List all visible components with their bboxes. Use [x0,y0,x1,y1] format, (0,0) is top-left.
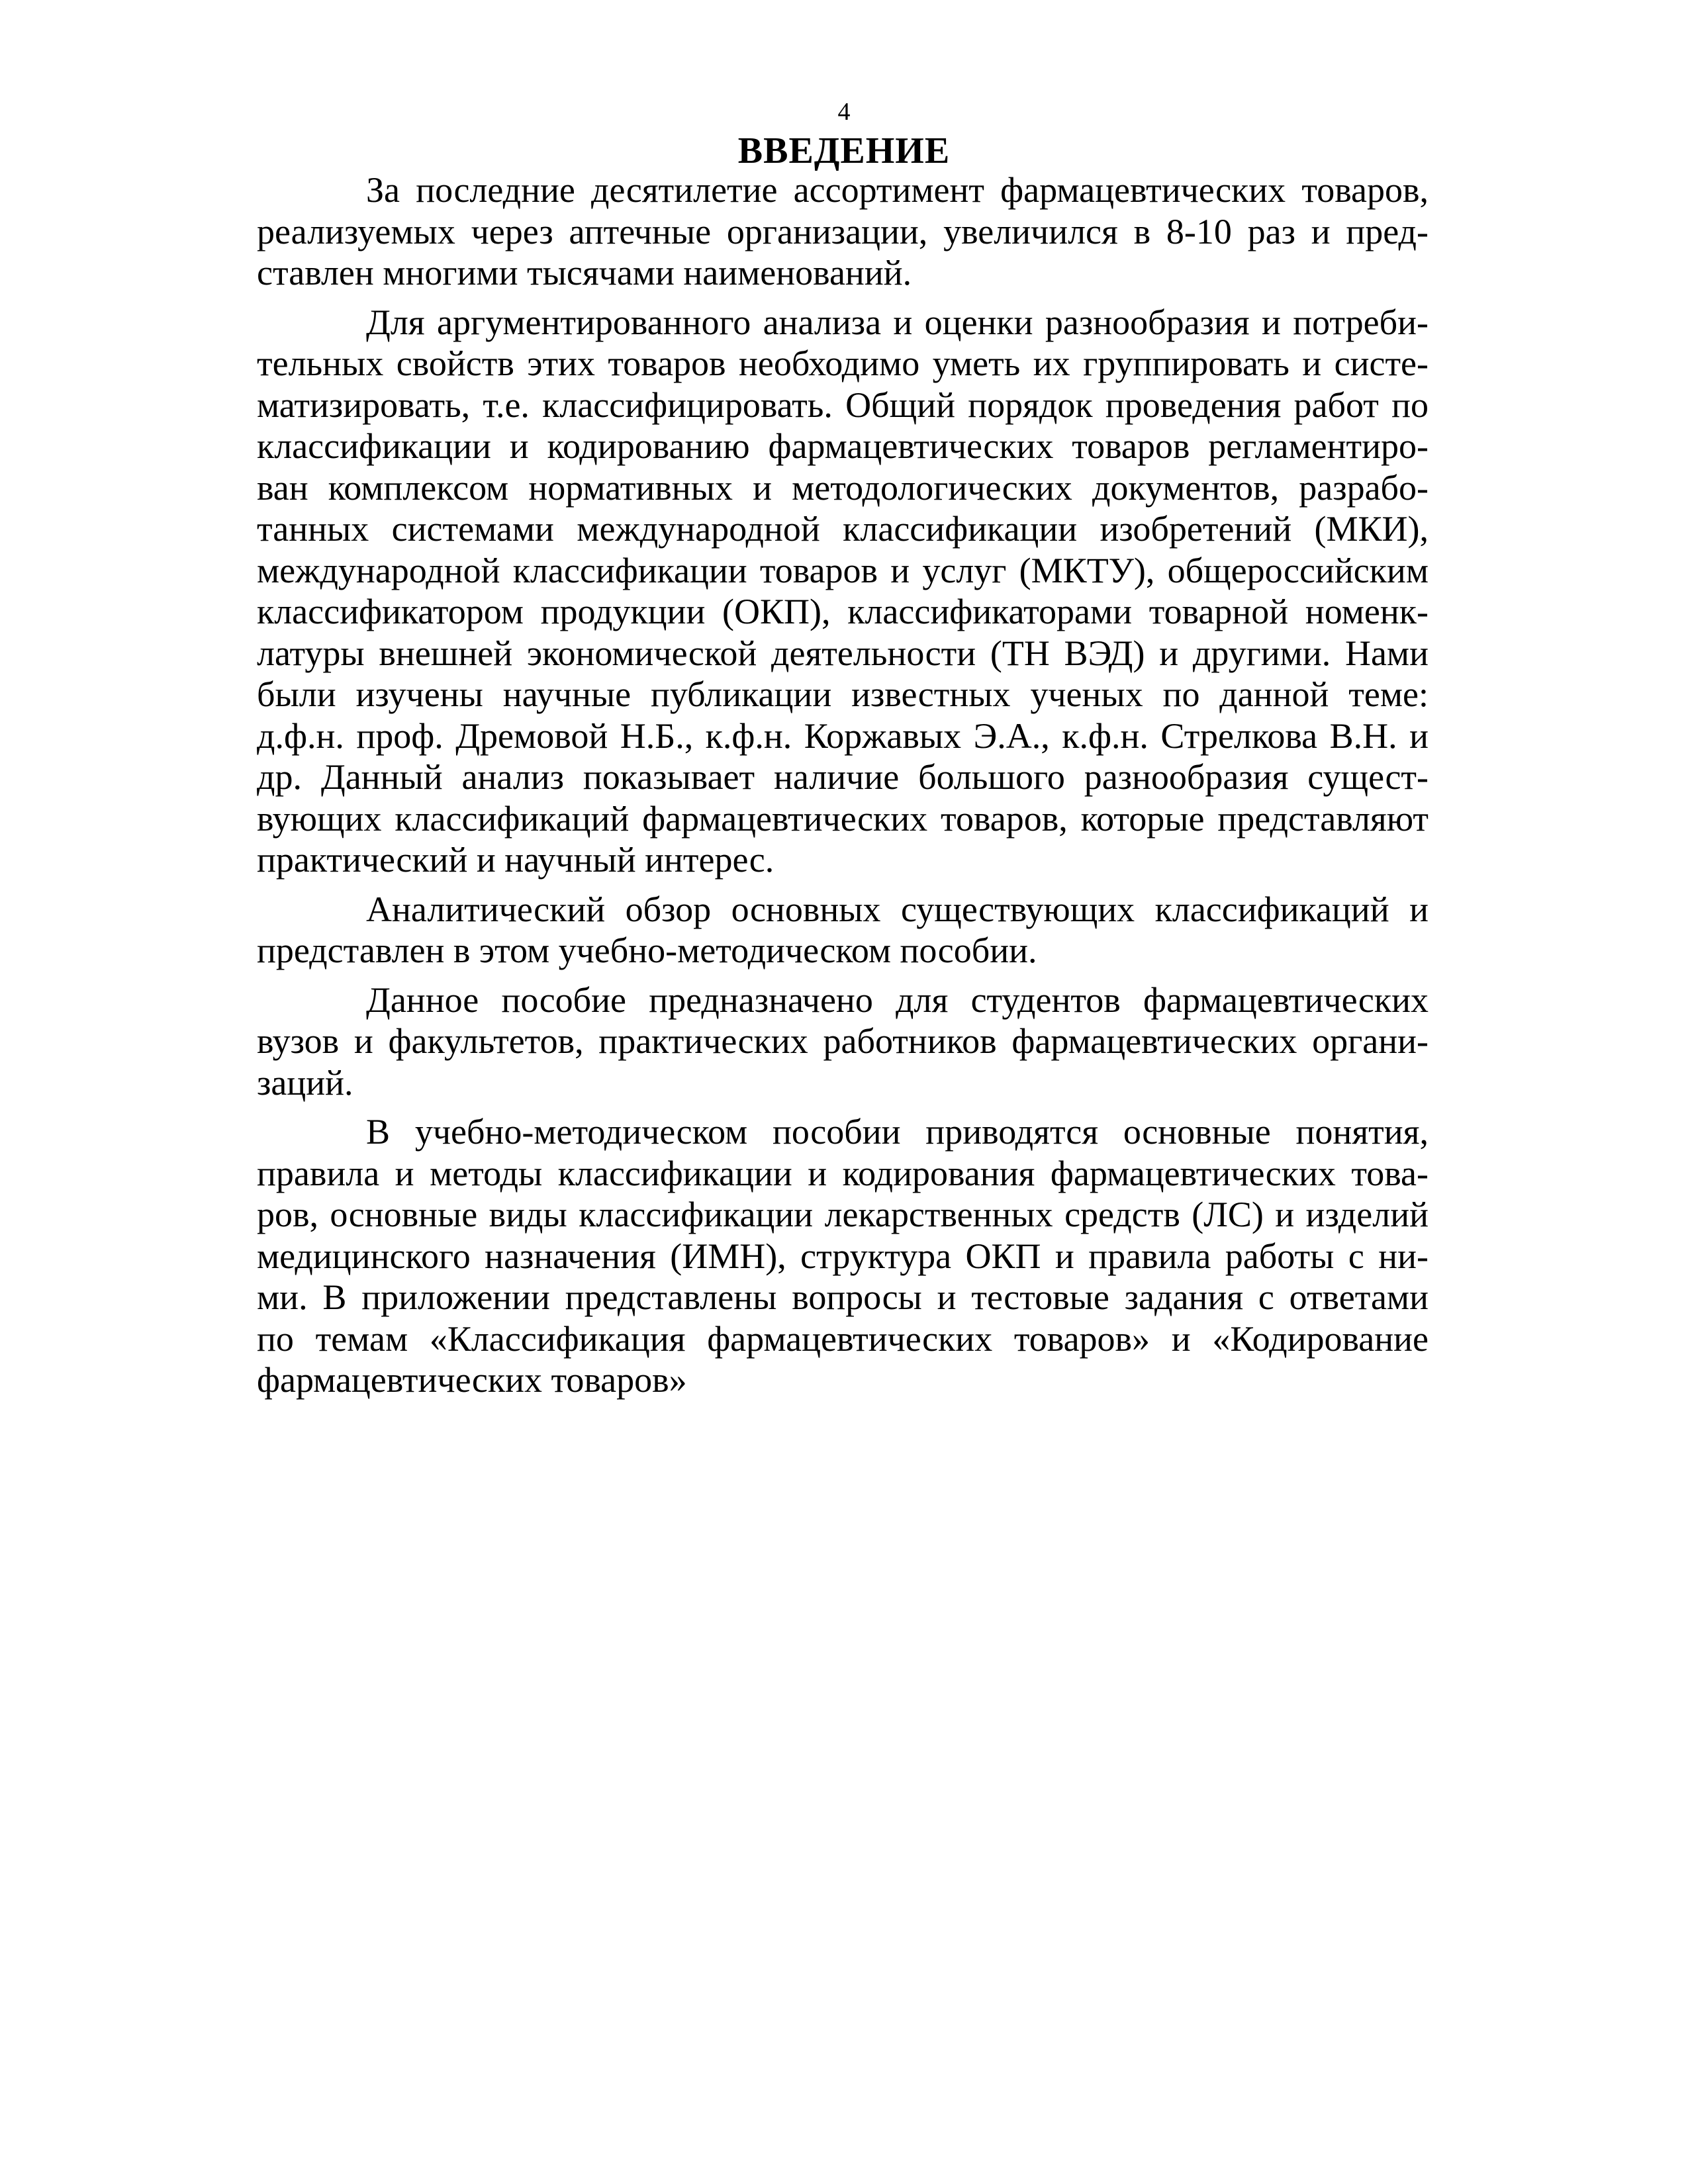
text-line: международной классификации товаров и услуг (МКТУ), общероссийским [257,550,1429,590]
page-title: ВВЕДЕНИЕ [737,130,951,171]
text-line: фармацевтических товаров» [257,1360,687,1400]
paragraph-2 [257,302,1429,881]
paragraph-4 [257,979,1429,1104]
text-line: танных системами международной классификации изобретений (МКИ), [257,509,1429,549]
text-line: латуры внешней экономической деятельности (ТН ВЭД) и другими. Нами [257,633,1429,673]
text-line: др. Данный анализ показывает наличие большого разнообразия сущест- [257,757,1429,797]
text-line: Для аргументированного анализа и оценки разнообразия и потреби- [366,302,1429,342]
text-line: Данное пособие предназначено для студентов фармацевтических [366,979,1429,1020]
text-line: реализуемых через аптечные организации, увеличился в 8-10 раз и пред- [257,211,1429,251]
text-line: тельных свойств этих товаров необходимо уметь их группировать и систе- [257,343,1429,383]
text-line: ми. В приложении представлены вопросы и тестовые задания с ответами [257,1277,1429,1317]
text-line: медицинского назначения (ИМН), структура ОКП и правила работы с ни- [257,1236,1429,1276]
text-line: правила и методы классификации и кодирования фармацевтических това- [257,1153,1429,1193]
text-line: практический и научный интерес. [257,840,774,880]
text-line: ван комплексом нормативных и методологических документов, разрабо- [257,467,1429,508]
text-line: Аналитический обзор основных существующих классификаций и [366,889,1429,929]
text-line: д.ф.н. проф. Дремовой Н.Б., к.ф.н. Коржавых Э.А., к.ф.н. Стрелкова В.Н. и [257,715,1429,756]
text-line: были изучены научные публикации известных ученых по данной теме: [257,674,1429,714]
text-line: ров, основные виды классификации лекарственных средств (ЛС) и изделий [257,1195,1429,1234]
body-text [257,169,1429,1409]
text-line: За последние десятилетие ассортимент фармацевтических товаров, [366,170,1429,210]
page-number: 4 [837,98,851,126]
text-line: классификации и кодированию фармацевтических товаров регламентиро- [257,426,1429,466]
text-line: В учебно-методическом пособии приводятся основные понятия, [366,1112,1429,1152]
text-line: ставлен многими тысячами наименований. [257,253,912,293]
paragraph-1 [257,169,1429,294]
paragraph-3 [257,889,1429,972]
text-line: заций. [257,1062,353,1103]
paragraph-5 [257,1111,1429,1401]
text-line: представлен в этом учебно-методическом пособии. [257,931,1037,970]
text-line: вующих классификаций фармацевтических товаров, которые представляют [257,798,1429,839]
text-line: матизировать, т.е. классифицировать. Общий порядок проведения работ по [257,385,1429,425]
text-line: классификатором продукции (ОКП), классификаторами товарной номенк- [257,592,1429,631]
text-line: вузов и факультетов, практических работников фармацевтических органи- [257,1021,1429,1061]
text-line: по темам «Классификация фармацевтических товаров» и «Кодирование [257,1318,1429,1359]
